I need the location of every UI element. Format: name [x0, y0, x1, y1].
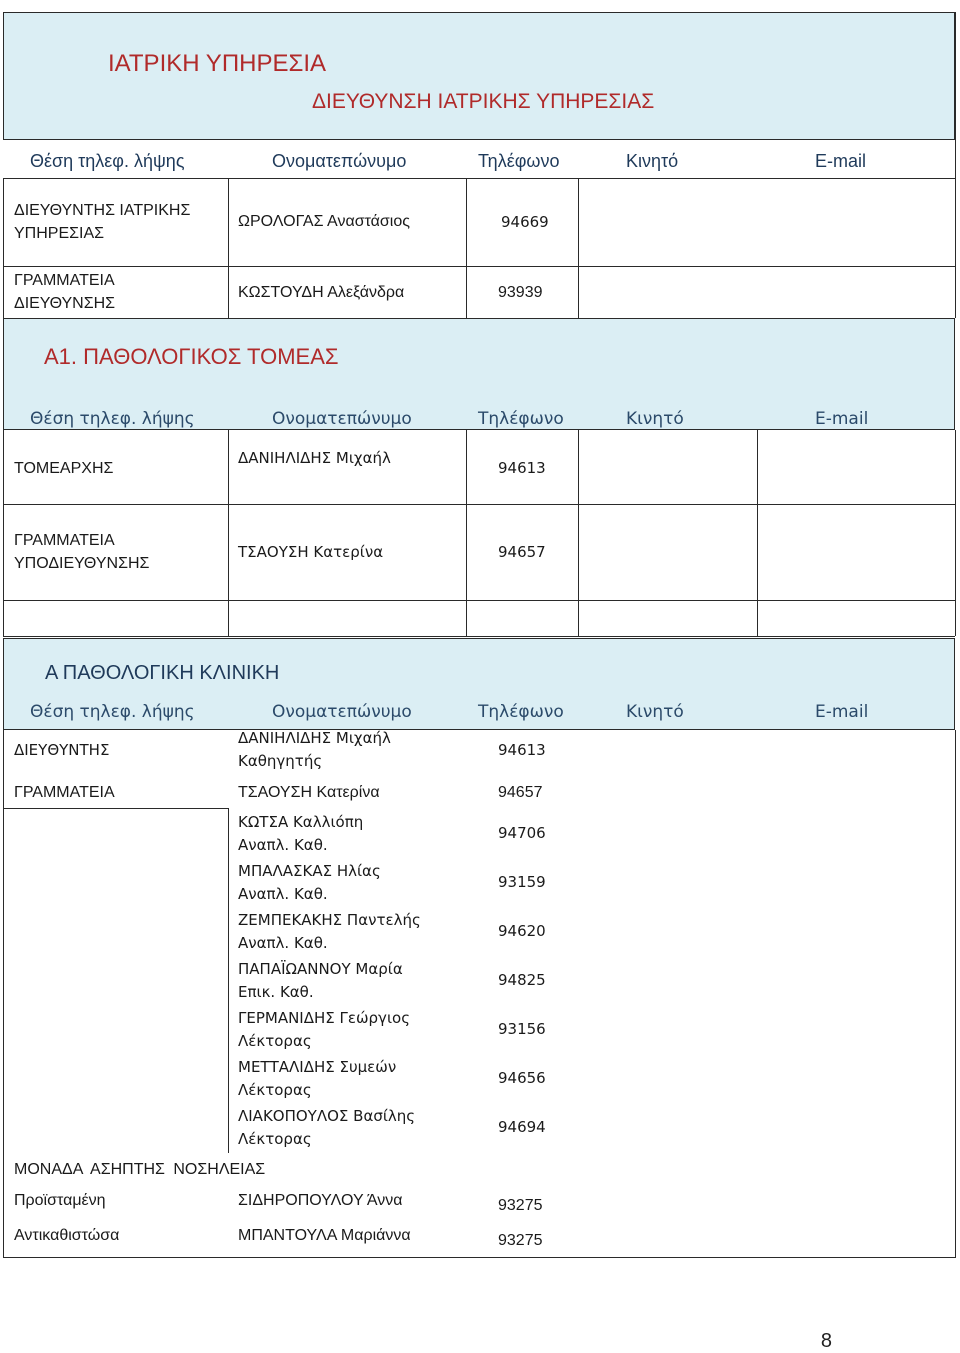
unit-row2-position: Αντικαθιστώσα [14, 1227, 120, 1244]
col-header-email: E-mail [815, 151, 867, 171]
unit-row1-phone: 93275 [498, 1197, 543, 1214]
doc-title: ΙΑΤΡΙΚΗ ΥΠΗΡΕΣΙΑ [108, 50, 327, 77]
s3-col-header-name: Ονοματεπώνυμο [272, 702, 412, 722]
sector-title: Α1. ΠΑΘΟΛΟΓΙΚΟΣ ΤΟΜΕΑΣ [44, 344, 339, 369]
s1-row2-position: ΓΡΑΜΜΑΤΕΙΑ ΔΙΕΥΘΥΝΣΗΣ [14, 272, 116, 312]
staff-name-3: ΖΕΜΠΕΚΑΚΗΣ Παντελής Αναπλ. Καθ. [238, 911, 421, 952]
col-header-mobile: Κινητό [626, 151, 679, 171]
s2-col-header-mobile: Κινητό [626, 409, 684, 429]
staff-phone-7: 94694 [498, 1118, 546, 1136]
s2-row1-phone: 94613 [498, 459, 546, 477]
staff-phone-3: 94620 [498, 922, 546, 940]
col-header-position: Θέση τηλεφ. λήψης [30, 151, 185, 171]
s3-col-header-email: E-mail [815, 702, 869, 722]
s3-col-header-phone: Τηλέφωνο [478, 702, 564, 722]
unit-row2-name: ΜΠΑΝΤΟΥΛΑ Μαριάννα [238, 1227, 411, 1244]
s2-col-header-name: Ονοματεπώνυμο [272, 409, 412, 429]
s2-col-header-email: E-mail [815, 409, 869, 429]
clinic-title: Α ΠΑΘΟΛΟΓΙΚΗ ΚΛΙΝΙΚΗ [45, 662, 280, 684]
secretary-name: ΤΣΑΟΥΣΗ Κατερίνα [238, 784, 380, 801]
director-phone: 94613 [498, 741, 546, 759]
unit-row1-name: ΣΙΔΗΡΟΠΟΥΛΟΥ Άννα [238, 1192, 403, 1209]
s3-col-header-mobile: Κινητό [626, 702, 684, 722]
director-name: ΔΑΝΙΗΛΙΔΗΣ Μιχαήλ Καθηγητής [238, 729, 391, 770]
unit-row1-position: Προϊσταμένη [14, 1192, 106, 1209]
s2-row1-position: ΤΟΜΕΑΡΧΗΣ [14, 460, 114, 477]
staff-phone-6: 94656 [498, 1069, 546, 1087]
staff-name-5: ΓΕΡΜΑΝΙΔΗΣ Γεώργιος Λέκτορας [238, 1009, 410, 1050]
staff-name-2: ΜΠΑΛΑΣΚΑΣ Ηλίας Αναπλ. Καθ. [238, 862, 381, 903]
s1-row2-phone: 93939 [498, 284, 543, 301]
secretary-position: ΓΡΑΜΜΑΤΕΙΑ [14, 784, 115, 801]
staff-phone-2: 93159 [498, 873, 546, 891]
staff-phone-4: 94825 [498, 971, 546, 989]
s1-row1-phone: 94669 [501, 213, 549, 231]
s3-col-header-position: Θέση τηλεφ. λήψης [30, 702, 195, 722]
s2-row2-phone: 94657 [498, 543, 546, 561]
s2-row1-name: ΔΑΝΙΗΛΙΔΗΣ Μιχαήλ [238, 449, 391, 467]
s1-row2-name: ΚΩΣΤΟΥΔΗ Αλεξάνδρα [238, 284, 405, 301]
s2-col-header-position: Θέση τηλεφ. λήψης [30, 409, 195, 429]
s2-row2-name: ΤΣΑΟΥΣΗ Κατερίνα [238, 543, 384, 561]
director-position: ΔΙΕΥΘΥΝΤΗΣ [14, 741, 110, 759]
doc-subtitle: ΔΙΕΥΘΥΝΣΗ ΙΑΤΡΙΚΗΣ ΥΠΗΡΕΣΙΑΣ [312, 90, 655, 113]
staff-phone-1: 94706 [498, 824, 546, 842]
col-header-name: Ονοματεπώνυμο [272, 151, 407, 171]
staff-name-1: ΚΩΤΣΑ Καλλιόπη Αναπλ. Καθ. [238, 813, 364, 854]
unit-title: ΜΟΝΑΔΑ ΑΣΗΠΤΗΣ ΝΟΣΗΛΕΙΑΣ [14, 1161, 266, 1178]
s1-row1-position: ΔΙΕΥΘΥΝΤΗΣ ΙΑΤΡΙΚΗΣ ΥΠΗΡΕΣΙΑΣ [14, 202, 191, 242]
staff-phone-5: 93156 [498, 1020, 546, 1038]
s1-row1-name: ΩΡΟΛΟΓΑΣ Αναστάσιος [238, 213, 410, 230]
col-header-phone: Τηλέφωνο [478, 151, 560, 171]
page-number: 8 [820, 1330, 832, 1352]
s2-row2-position: ΓΡΑΜΜΑΤΕΙΑ ΥΠΟΔΙΕΥΘΥΝΣΗΣ [14, 532, 150, 572]
s2-col-header-phone: Τηλέφωνο [478, 409, 564, 429]
secretary-phone: 94657 [498, 784, 543, 801]
unit-row2-phone: 93275 [498, 1232, 543, 1249]
staff-name-6: ΜΕΤΤΑΛΙΔΗΣ Συμεών Λέκτορας [238, 1058, 397, 1099]
staff-name-4: ΠΑΠΑΪΩΑΝΝΟΥ Μαρία Επικ. Καθ. [238, 960, 403, 1001]
staff-name-7: ΛΙΑΚΟΠΟΥΛΟΣ Βασίλης Λέκτορας [238, 1107, 416, 1148]
